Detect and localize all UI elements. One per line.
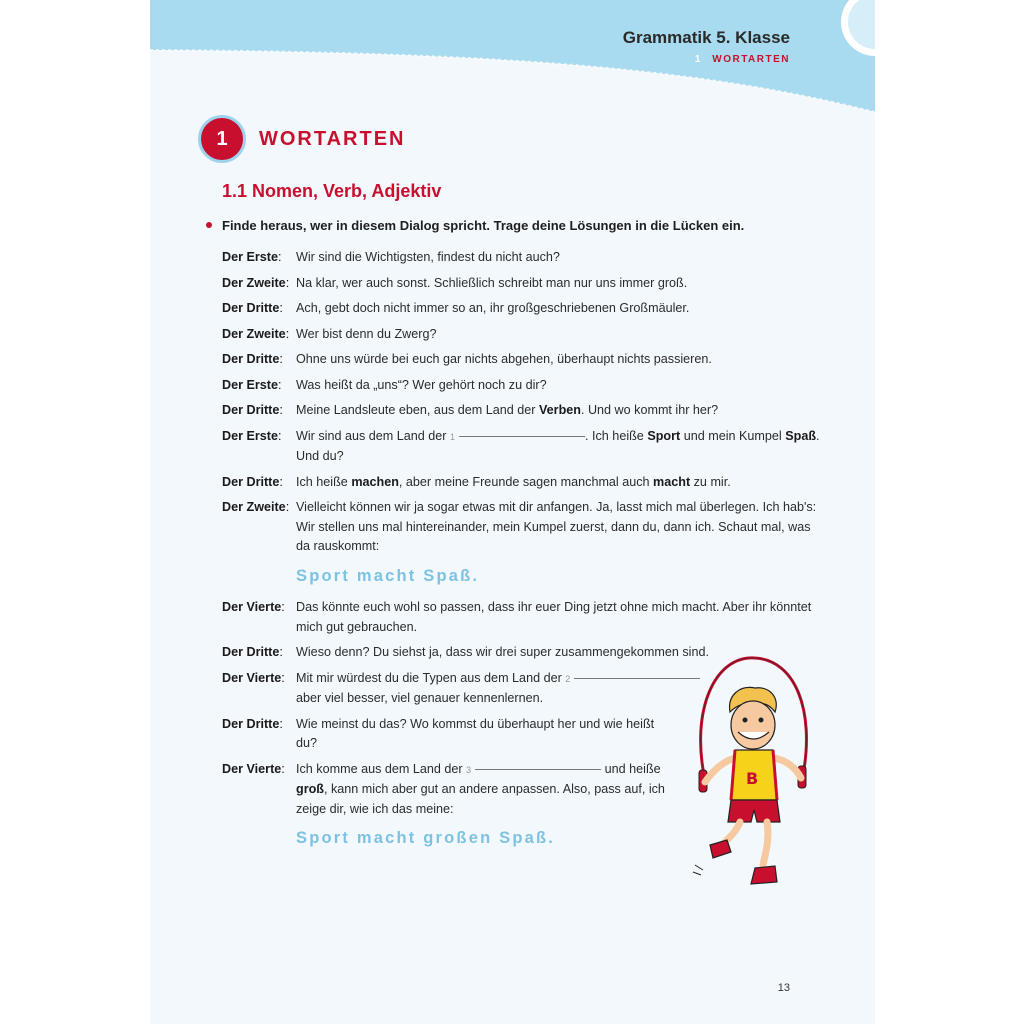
book-title: Grammatik 5. Klasse [622,28,790,47]
dialog-text: Vielleicht können wir ja sogar etwas mit dir anfangen. Ja, lasst mich mal überlegen. Ich hab's: Wir stellen uns mal hintereinander, mein Kumpel zuerst, dann du, dann ich. Schaut mal, was da rauskommt: [296,500,817,553]
bold-word: machen [351,474,399,489]
speaker-label: Der Dritte: [222,474,283,489]
speaker-label: Der Dritte: [222,301,283,315]
example-sentence-2: Sport macht großen Spaß. [296,829,556,847]
speaker-label: Der Zweite: [222,500,290,514]
dialog-line [222,401,822,421]
dialog-text: Ohne uns würde bei euch gar nichts abgehen, überhaupt nichts passieren. [296,352,712,366]
speaker-label: Der Dritte: [222,645,283,659]
speaker-label: Der Dritte: [222,403,283,417]
running-chapter-label: WORTARTEN [712,54,790,65]
bold-word: Spaß [785,428,817,443]
chapter-heading [198,116,406,162]
dialog-text: Na klar, wer auch sonst. Schließlich schreibt man nur uns immer groß. [296,275,688,290]
workbook-page [150,0,875,1024]
shirt-letter: B [746,769,759,788]
dialog-text: Meine Landsleute eben, aus dem Land der Verben. Und wo kommt ihr her? [296,403,719,417]
speaker-label: Der Erste: [222,250,282,264]
dialog-text: Wer bist denn du Zwerg? [296,326,437,341]
jump-rope-boy-illustration [685,650,825,895]
dialog-line [222,325,822,345]
running-chapter [695,54,790,65]
speaker-label: Der Erste: [222,428,282,443]
speaker-label: Der Vierte: [222,761,285,776]
task-instruction: Finde heraus, wer in diesem Dialog spricht. Trage deine Lösungen in die Lücken ein. [222,218,745,233]
bullet-icon [206,222,212,228]
answer-blank-2[interactable]: 2 [565,669,700,690]
chapter-number-badge: 1 [198,115,246,163]
dialog-line [222,473,822,493]
section-title: 1.1 Nomen, Verb, Adjektiv [222,181,442,201]
dialog-line [222,376,822,396]
dialog-line [222,498,822,557]
dialog-text: Mit mir würdest du die Typen aus dem Land der 2 aber viel besser, viel genauer kennenlernen. [296,669,726,709]
speaker-label: Der Dritte: [222,352,283,366]
dialog-text: Ich komme aus dem Land der 3 und heiße groß, kann mich aber gut an andere anpassen. Also, pass auf, ich zeige dir, wie ich das meine: [296,761,665,816]
dialog-text: Wie meinst du das? Wo kommst du überhaupt her und wie heißt du? [296,716,655,750]
dialog-text: Wir sind die Wichtigsten, findest du nicht auch? [296,250,560,264]
running-chapter-number: 1 [694,54,702,65]
page-number: 13 [777,982,790,994]
dialog-line [222,299,822,319]
speaker-label: Der Dritte: [222,716,283,731]
answer-blank-1[interactable]: 1 [450,427,585,448]
speaker-label: Der Vierte: [222,600,285,614]
dialog-text: Wieso denn? Du siehst ja, dass wir drei super zusammengekommen sind. [296,645,709,659]
dialog-text: Was heißt da „uns“? Wer gehört noch zu dir? [296,377,547,392]
dialog-text: Das könnte euch wohl so passen, dass ihr euer Ding jetzt ohne mich macht. Aber ihr könntet mich gut gebrauchen. [296,600,812,634]
answer-blank-3[interactable]: 3 [466,760,601,781]
dialog-text: Wir sind aus dem Land der 1 . Ich heiße Sport und mein Kumpel Spaß. Und du? [296,428,820,463]
dialog-line [222,350,822,370]
dialog-line [222,248,822,268]
dialog-line [222,274,822,294]
dialog-text: Ich heiße machen, aber meine Freunde sagen manchmal auch macht zu mir. [296,474,731,489]
dialog-text: Ach, gebt doch nicht immer so an, ihr großgeschriebenen Großmäuler. [296,301,690,315]
dialog-line [222,598,822,637]
example-sentence-1: Sport macht Spaß. [296,566,480,585]
speaker-label: Der Zweite: [222,275,290,290]
dialog-line [222,427,822,467]
speaker-label: Der Erste: [222,377,282,392]
bold-word: Sport [647,428,681,443]
bold-word: groß [296,782,324,796]
bold-word: macht [653,474,691,489]
speaker-label: Der Zweite: [222,326,290,341]
chapter-title: WORTARTEN [259,127,406,150]
bold-word: Verben [538,403,581,417]
speaker-label: Der Vierte: [222,670,285,685]
